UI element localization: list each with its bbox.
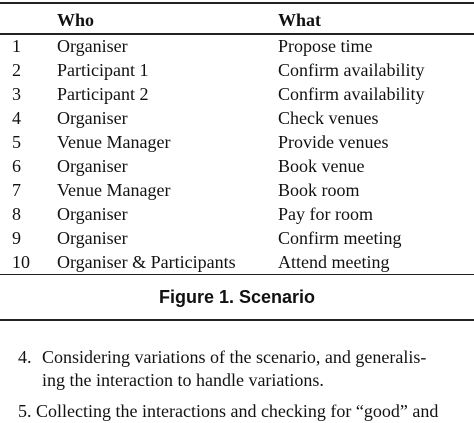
table-cell-who: Organiser & Participants <box>57 252 236 272</box>
table-cell-what: Pay for room <box>278 204 373 224</box>
table-header-what: What <box>278 10 322 30</box>
table-cell-num: 10 <box>12 252 30 272</box>
table-cell-who: Participant 1 <box>57 60 149 80</box>
table-cell-what: Confirm availability <box>278 60 425 80</box>
figure-caption: Figure 1. Scenario <box>158 287 316 307</box>
list-item-number-4: 4. <box>18 347 32 367</box>
table-cell-num: 9 <box>12 228 21 248</box>
table-cell-what: Propose time <box>278 36 373 56</box>
table-cell-what: Confirm meeting <box>278 228 402 248</box>
table-cell-num: 8 <box>12 204 21 224</box>
table-cell-num: 4 <box>12 108 21 128</box>
table-cell-what: Check venues <box>278 108 379 128</box>
table-cell-num: 3 <box>12 84 21 104</box>
table-cell-who: Organiser <box>57 36 128 56</box>
table-cell-num: 5 <box>12 132 21 152</box>
table-cell-what: Provide venues <box>278 132 389 152</box>
table-cell-what: Book room <box>278 180 360 200</box>
list-item-4-line-2: ing the interaction to handle variations. <box>42 370 324 390</box>
table-cell-who: Venue Manager <box>57 180 171 200</box>
table-bottom-rule <box>0 274 474 275</box>
table-cell-who: Venue Manager <box>57 132 171 152</box>
table-cell-num: 1 <box>12 36 21 56</box>
figure-bottom-rule <box>0 319 474 321</box>
table-cell-what: Attend meeting <box>278 252 390 272</box>
table-cell-who: Organiser <box>57 156 128 176</box>
table-cell-what: Confirm availability <box>278 84 425 104</box>
list-item-4-line-1: Considering variations of the scenario, and generalis- <box>42 347 427 367</box>
list-item-5-partial: 5. Collecting the interactions and checking for “good” and <box>18 401 439 421</box>
table-cell-who: Organiser <box>57 228 128 248</box>
table-cell-num: 7 <box>12 180 21 200</box>
table-cell-who: Organiser <box>57 108 128 128</box>
table-cell-who: Organiser <box>57 204 128 224</box>
table-cell-num: 2 <box>12 60 21 80</box>
table-cell-who: Participant 2 <box>57 84 149 104</box>
table-top-rule <box>0 2 474 4</box>
table-header-who: Who <box>57 10 95 30</box>
table-cell-num: 6 <box>12 156 21 176</box>
table-cell-what: Book venue <box>278 156 365 176</box>
